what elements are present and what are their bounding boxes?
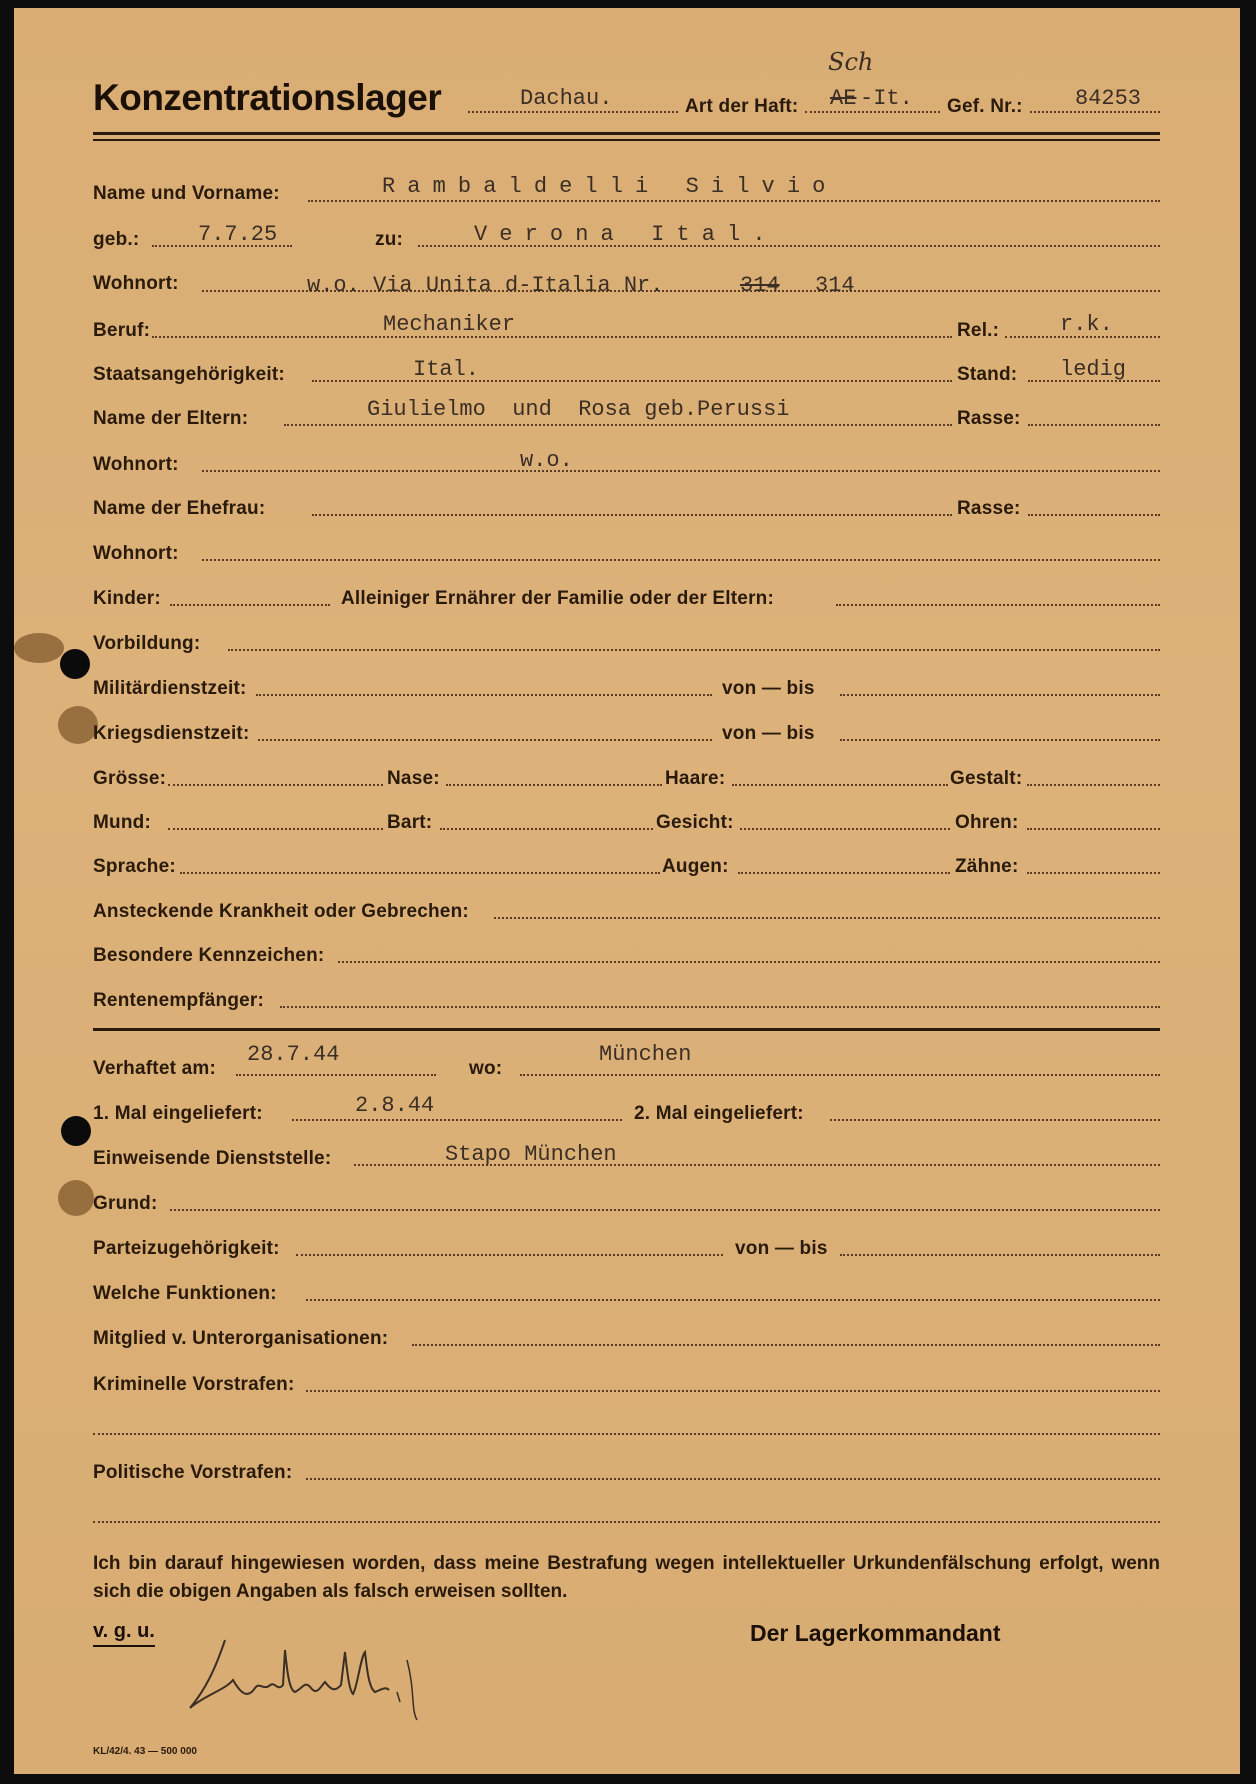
partei-line-2 — [840, 1254, 1160, 1256]
wo-value: München — [599, 1042, 692, 1067]
kinder-label: Kinder: — [93, 588, 161, 609]
zu-value: Verona Ital. — [474, 222, 778, 247]
kennzeichen-label: Besondere Kennzeichen: — [93, 945, 325, 966]
zu-label: zu: — [375, 229, 404, 250]
mal1-value: 2.8.44 — [355, 1093, 435, 1118]
ernaehrer-label: Alleiniger Ernährer der Familie oder der Eltern: — [341, 588, 774, 609]
sprache-label: Sprache: — [93, 856, 176, 877]
mitglied-line — [412, 1344, 1160, 1346]
gef-label: Gef. Nr.: — [947, 96, 1023, 117]
header-rule — [93, 132, 1160, 135]
kriminell-line — [306, 1390, 1160, 1392]
militaer-label: Militärdienstzeit: — [93, 678, 247, 699]
gestalt-line — [1027, 784, 1160, 786]
verhaftet-value: 28.7.44 — [247, 1042, 340, 1067]
beruf-line — [152, 336, 952, 338]
rel-value: r.k. — [1060, 312, 1113, 337]
grund-label: Grund: — [93, 1193, 158, 1214]
header-rule-thin — [93, 139, 1160, 141]
renten-line — [280, 1006, 1160, 1008]
art-handwritten: Sch — [828, 48, 874, 76]
mal1-label: 1. Mal eingeliefert: — [93, 1103, 263, 1124]
militaer-line — [256, 694, 712, 696]
haare-line — [732, 784, 948, 786]
wohnort3-label: Wohnort: — [93, 543, 179, 564]
krieg-label: Kriegsdienstzeit: — [93, 723, 250, 744]
wohnort-label: Wohnort: — [93, 273, 179, 294]
politisch-line — [306, 1478, 1160, 1480]
section-rule — [93, 1028, 1160, 1031]
wohnort2-value: w.o. — [520, 448, 573, 473]
ohren-line — [1027, 828, 1160, 830]
dienst-label: Einweisende Dienststelle: — [93, 1148, 332, 1169]
kriminell-label: Kriminelle Vorstrafen: — [93, 1374, 295, 1395]
beruf-value: Mechaniker — [383, 312, 516, 337]
nase-label: Nase: — [387, 768, 440, 789]
zaehne-line — [1027, 872, 1160, 874]
wo-label: wo: — [469, 1058, 503, 1079]
wohnort2-line — [202, 470, 1160, 472]
augen-label: Augen: — [662, 856, 729, 877]
name-value: Rambaldelli Silvio — [382, 174, 838, 199]
verhaftet-line — [236, 1074, 436, 1076]
art-label: Art der Haft: — [685, 96, 799, 117]
mal2-label: 2. Mal eingeliefert: — [634, 1103, 804, 1124]
rasse-line — [1028, 424, 1160, 426]
zaehne-label: Zähne: — [955, 856, 1019, 877]
name-line — [308, 200, 1160, 202]
augen-line — [738, 872, 950, 874]
ehefrau-label: Name der Ehefrau: — [93, 498, 266, 519]
gef-line — [1030, 111, 1160, 113]
wohnort-struck: 314 — [740, 273, 780, 298]
punch-hole — [60, 649, 90, 679]
handwritten-signature — [185, 1630, 455, 1725]
geb-label: geb.: — [93, 229, 140, 250]
kriminell-line-2 — [93, 1433, 1160, 1435]
ehefrau-line — [312, 514, 952, 516]
stain — [14, 633, 64, 663]
politisch-label: Politische Vorstrafen: — [93, 1462, 293, 1483]
partei-line — [296, 1254, 723, 1256]
camp-value: Dachau. — [520, 86, 613, 111]
vorbildung-label: Vorbildung: — [93, 633, 201, 654]
art-line — [805, 111, 940, 113]
groesse-label: Grösse: — [93, 768, 167, 789]
beruf-label: Beruf: — [93, 320, 151, 341]
funktionen-line — [306, 1299, 1160, 1301]
form-title: Konzentrationslager — [93, 77, 442, 118]
wohnort-value: w.o. Via Unita d-Italia Nr. — [307, 273, 664, 298]
militaer-line-2 — [840, 694, 1160, 696]
dienst-value: Stapo München — [445, 1142, 617, 1167]
gef-value: 84253 — [1075, 86, 1142, 111]
kennzeichen-line — [338, 961, 1160, 963]
mitglied-label: Mitglied v. Unterorganisationen: — [93, 1328, 389, 1349]
staat-line — [312, 380, 952, 382]
renten-label: Rentenempfänger: — [93, 990, 265, 1011]
staat-value: Ital. — [413, 357, 480, 382]
wohnort3-line — [202, 559, 1160, 561]
stand-label: Stand: — [957, 364, 1018, 385]
eltern-line — [284, 424, 952, 426]
camp-line — [468, 111, 678, 113]
groesse-line — [168, 784, 383, 786]
politisch-line-2 — [93, 1521, 1160, 1523]
punch-hole — [61, 1116, 91, 1146]
geb-value: 7.7.25 — [198, 222, 278, 247]
eltern-label: Name der Eltern: — [93, 408, 249, 429]
von-bis-2: von — bis — [722, 723, 815, 744]
verhaftet-label: Verhaftet am: — [93, 1058, 216, 1079]
sprache-line — [180, 872, 660, 874]
art-struck: AE — [830, 86, 857, 111]
mund-label: Mund: — [93, 812, 151, 833]
commandant-label: Der Lagerkommandant — [750, 1620, 1001, 1646]
funktionen-label: Welche Funktionen: — [93, 1283, 277, 1304]
staat-label: Staatsangehörigkeit: — [93, 364, 285, 385]
gesicht-line — [740, 828, 950, 830]
vorbildung-line — [228, 649, 1160, 651]
mal2-line — [830, 1119, 1160, 1121]
mund-line — [168, 828, 383, 830]
eltern-value: Giulielmo und Rosa geb.Perussi — [367, 397, 790, 422]
krankheit-label: Ansteckende Krankheit oder Gebrechen: — [93, 901, 469, 922]
print-code: KL/42/4. 43 — 500 000 — [93, 1746, 197, 1757]
vgu-label: v. g. u. — [93, 1620, 155, 1647]
gestalt-label: Gestalt: — [950, 768, 1023, 789]
mal1-line — [292, 1119, 622, 1121]
wo-line — [520, 1074, 1160, 1076]
bart-line — [440, 828, 653, 830]
partei-label: Parteizugehörigkeit: — [93, 1238, 280, 1259]
stain — [58, 1180, 94, 1216]
grund-line — [170, 1209, 1160, 1211]
gesicht-label: Gesicht: — [656, 812, 734, 833]
kinder-line — [170, 604, 330, 606]
rasse2-line — [1028, 514, 1160, 516]
art-value: -It. — [860, 86, 913, 111]
rasse-label: Rasse: — [957, 408, 1021, 429]
rel-label: Rel.: — [957, 320, 1000, 341]
stand-value: ledig — [1060, 357, 1127, 382]
von-bis-3: von — bis — [735, 1238, 828, 1259]
name-label: Name und Vorname: — [93, 183, 280, 204]
wohnort-number: 314 — [815, 273, 855, 298]
ernaehrer-line — [836, 604, 1160, 606]
krieg-line-2 — [840, 739, 1160, 741]
wohnort2-label: Wohnort: — [93, 454, 179, 475]
krankheit-line — [494, 917, 1160, 919]
nase-line — [446, 784, 662, 786]
ohren-label: Ohren: — [955, 812, 1019, 833]
von-bis-1: von — bis — [722, 678, 815, 699]
stain — [58, 706, 98, 744]
haare-label: Haare: — [665, 768, 726, 789]
bart-label: Bart: — [387, 812, 433, 833]
krieg-line — [258, 739, 712, 741]
rasse2-label: Rasse: — [957, 498, 1021, 519]
declaration: Ich bin darauf hingewiesen worden, dass meine Bestrafung wegen intellektueller Urkundenfälschung erfolgt, wenn sich die obigen Angaben als falsch erweisen sollten. — [93, 1553, 1160, 1602]
